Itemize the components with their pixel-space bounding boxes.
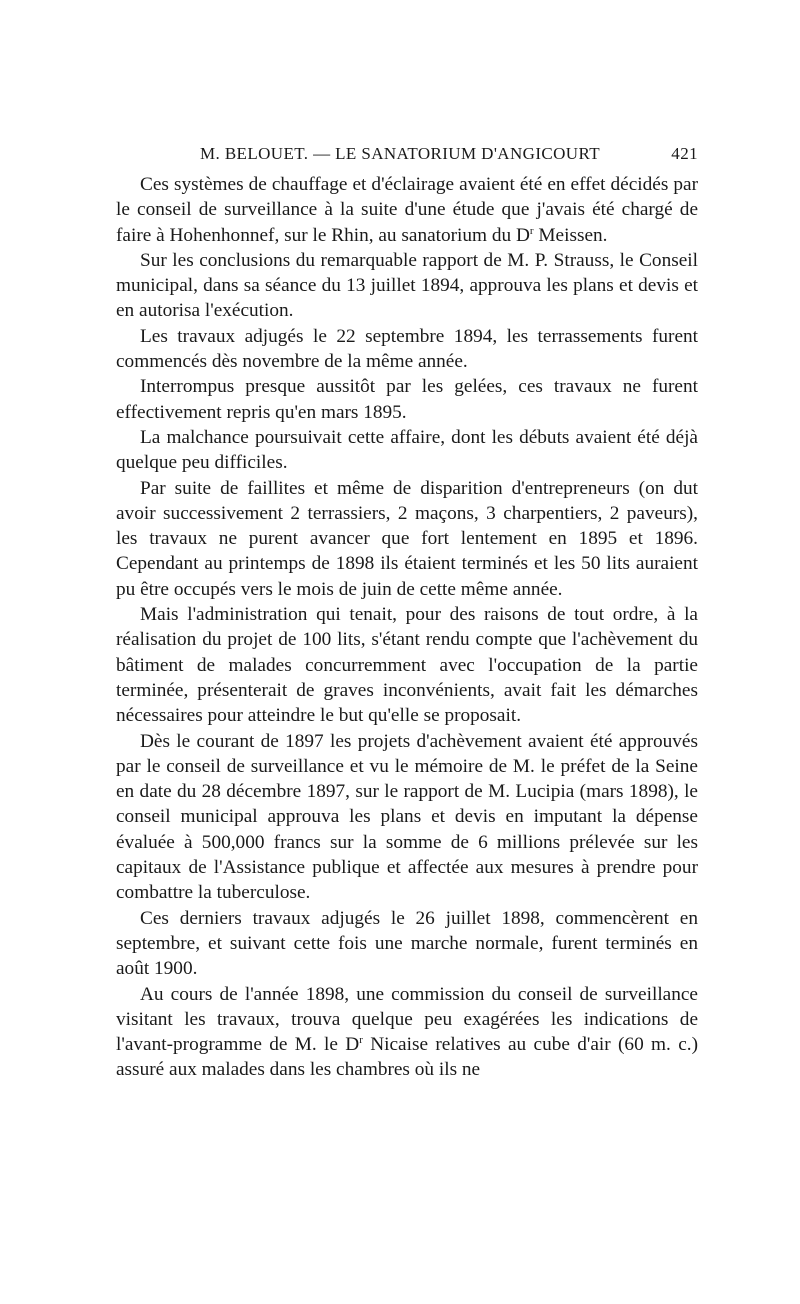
- running-title: M. BELOUET. — LE SANATORIUM D'ANGICOURT: [200, 144, 600, 163]
- paragraph-6: Par suite de faillites et même de disparition d'entrepreneurs (on dut avoir successivement 2 terrassiers, 2 maçons, 3 charpentiers, 2 paveurs), les travaux ne purent avancer que fort lentement en 1895 et 1896. Cependant au printemps de 1898 ils étaient terminés et les 50 lits auraient pu être occupés vers le mois de juin de cette même année.: [116, 477, 698, 600]
- paragraph-text: Meissen.: [533, 224, 608, 246]
- paragraph-9: Ces derniers travaux adjugés le 26 juillet 1898, commencèrent en septembre, et suivant cette fois une marche normale, furent terminés en août 1900.: [116, 907, 698, 980]
- body-text: [116, 172, 698, 1083]
- paragraph-10: [116, 982, 698, 1083]
- paragraph-3: Les travaux adjugés le 22 septembre 1894, les terrassements furent commencés dès novembre de la même année.: [116, 325, 698, 373]
- superscript: r: [359, 1034, 363, 1047]
- paragraph-text: Au cours de l'année 1898, une commission du conseil de surveillance visitant les travaux, trouva quelque peu exagérées les indications de l'avant-programme de M. le D: [116, 983, 698, 1056]
- page-number: 421: [671, 144, 698, 163]
- paragraph-1: [116, 172, 698, 248]
- paragraph-5: La malchance poursuivait cette affaire, dont les débuts avaient été déjà quelque peu difficiles.: [116, 426, 698, 474]
- paragraph-text: Nicaise relatives au cube d'air (60 m. c.) assuré aux malades dans les chambres où ils ne: [116, 1034, 698, 1081]
- paragraph-2: Sur les conclusions du remarquable rapport de M. P. Strauss, le Conseil municipal, dans sa séance du 13 juillet 1894, approuva les plans et devis et en autorisa l'exécution.: [116, 249, 698, 322]
- superscript: r: [529, 224, 534, 237]
- book-page: [116, 140, 698, 1083]
- paragraph-4: Interrompus presque aussitôt par les gelées, ces travaux ne furent effectivement repris qu'en mars 1895.: [116, 376, 698, 423]
- running-head: [116, 140, 698, 168]
- paragraph-8: Dès le courant de 1897 les projets d'achèvement avaient été approuvés par le conseil de surveillance et vu le mémoire de M. le préfet de la Seine en date du 28 décembre 1897, sur le rapport de M. Lucipia (mars 1898), le conseil municipal approuva les plans et devis en imputant la dépense évaluée à 500,000 francs sur la somme de 6 millions prélevée sur les capitaux de l'Assistance publique et affectée aux mesures à prendre pour combattre la tuberculose.: [116, 730, 698, 904]
- paragraph-7: Mais l'administration qui tenait, pour des raisons de tout ordre, à la réalisation du projet de 100 lits, s'étant rendu compte que l'achèvement du bâtiment de malades concurremment avec l'occupation de la partie terminée, présenterait de graves inconvénients, avait fait les démarches nécessaires pour atteindre le but qu'elle se proposait.: [116, 604, 698, 727]
- paragraph-text: Ces systèmes de chauffage et d'éclairage avaient été en effet décidés par le conseil de surveillance à la suite d'une étude que j'avais été chargé de faire à Hohenhonnef, sur le Rhin, au sanatorium du D: [116, 174, 698, 246]
